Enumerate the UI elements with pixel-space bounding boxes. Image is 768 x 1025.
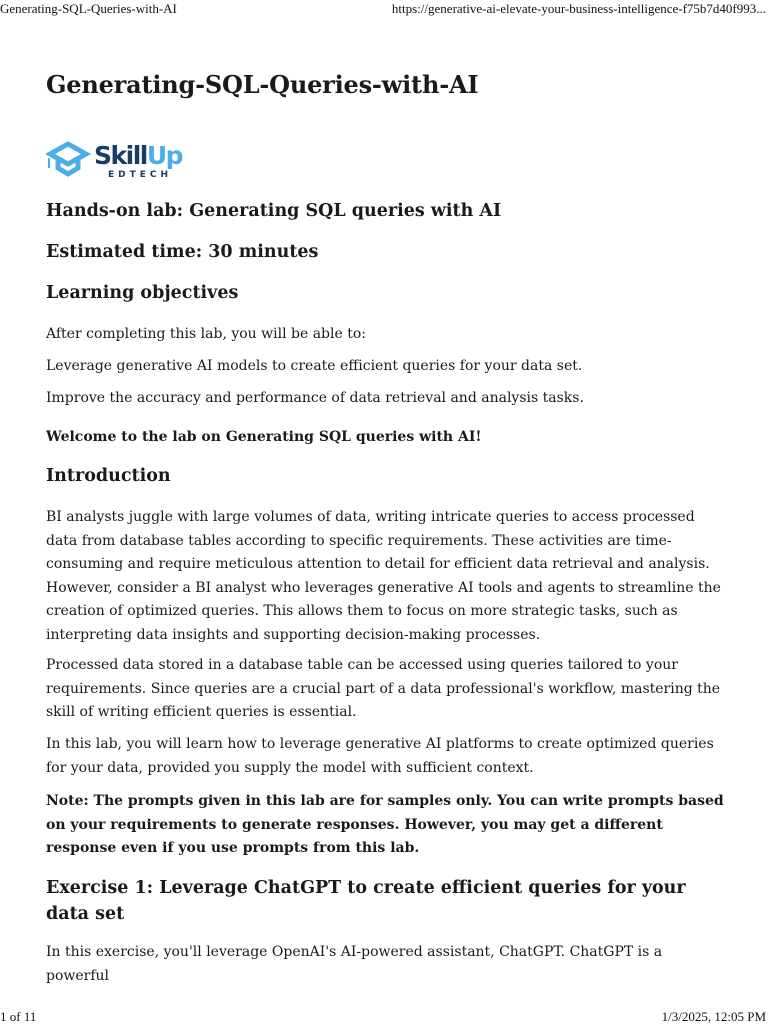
page-number: 1 of 11 bbox=[0, 1009, 37, 1024]
welcome-text: Welcome to the lab on Generating SQL queries with AI! bbox=[46, 429, 482, 445]
skillup-logo bbox=[46, 136, 196, 184]
intro-paragraph-3: In this lab, you will learn how to leverage generative AI platforms to create optimized queries for your data, provided you supply the model with sufficient context. bbox=[46, 736, 714, 776]
svg-text:EDTECH: EDTECH bbox=[108, 170, 173, 180]
graduation-cap-icon bbox=[49, 144, 86, 174]
page-title: Generating-SQL-Queries-with-AI bbox=[46, 70, 479, 99]
heading-objectives: Learning objectives bbox=[46, 283, 239, 303]
print-header-title: Generating-SQL-Queries-with-AI bbox=[0, 1, 177, 16]
note-text: Note: The prompts given in this lab are for samples only. You can write prompts based on your requirements to generate responses. However, you may get a different response even if you use prompts from this lab. bbox=[46, 793, 724, 856]
intro-paragraph-1: BI analysts juggle with large volumes of data, writing intricate queries to access processed data from database tables according to specific requirements. These activities are time-consuming and require meticulous attention to detail for efficient data retrieval and analysis. However, consider a BI analyst who leverages generative AI tools and agents to streamline the creation of optimized queries. This allows them to focus on more strategic tasks, such as interpreting data insights and supporting decision-making processes. bbox=[46, 509, 721, 643]
paragraph-after: After completing this lab, you will be able to: bbox=[46, 326, 367, 342]
objective-2: Improve the accuracy and performance of data retrieval and analysis tasks. bbox=[46, 390, 584, 406]
print-header-url: https://generative-ai-elevate-your-business-intelligence-f75b7d40f993... bbox=[391, 1, 766, 16]
objective-1: Leverage generative AI models to create efficient queries for your data set. bbox=[46, 358, 583, 374]
heading-lab: Hands-on lab: Generating SQL queries with AI bbox=[46, 201, 502, 221]
heading-introduction: Introduction bbox=[46, 466, 171, 486]
heading-time: Estimated time: 30 minutes bbox=[46, 242, 319, 262]
exercise-1-paragraph: In this exercise, you'll leverage OpenAI's AI-powered assistant, ChatGPT. ChatGPT is a powerful bbox=[46, 944, 663, 984]
intro-paragraph-2: Processed data stored in a database table can be accessed using queries tailored to your requirements. Since queries are a crucial part of a data professional's workflow, mastering the skill of writing efficient queries is essential. bbox=[46, 657, 721, 720]
print-datetime: 1/3/2025, 12:05 PM bbox=[661, 1009, 766, 1024]
svg-text:SkillUp: SkillUp bbox=[94, 141, 183, 170]
heading-exercise-1: Exercise 1: Leverage ChatGPT to create efficient queries for your data set bbox=[46, 878, 686, 924]
